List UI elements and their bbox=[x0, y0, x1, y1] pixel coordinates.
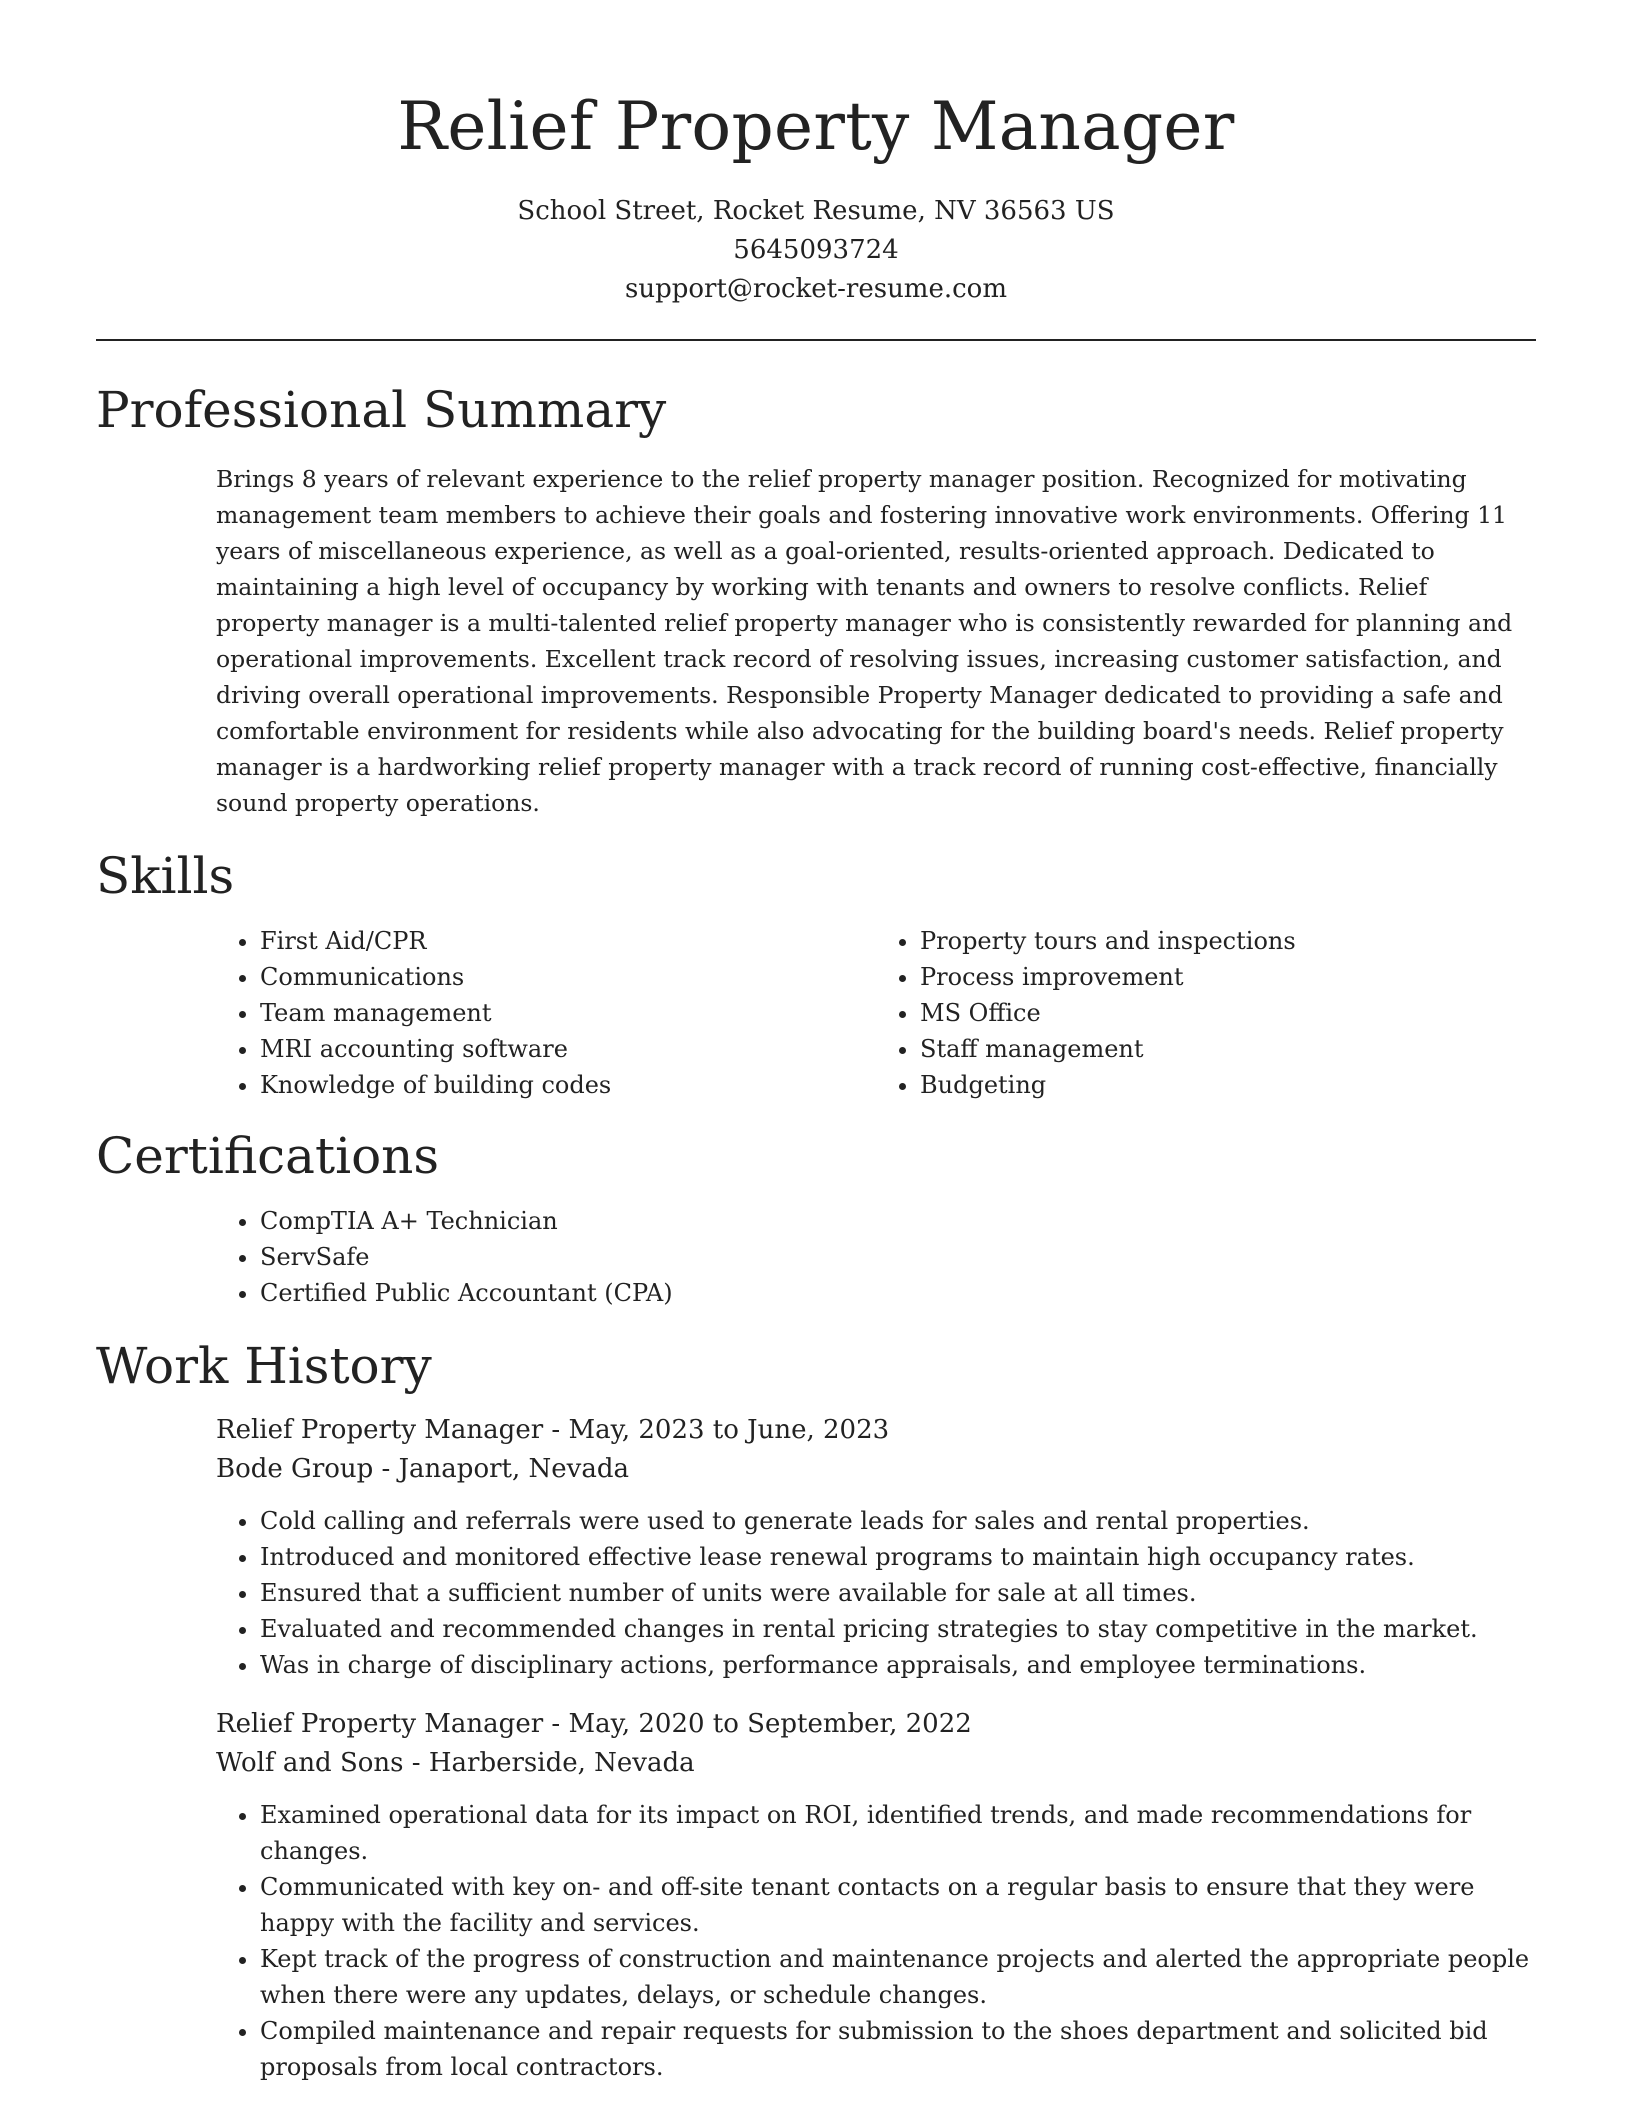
duty-item: • Communicated with key on- and off-site tenant contacts on a regular basis to ensure that they were happy with the facility and services. bbox=[260, 1869, 1536, 1941]
work-history-heading: Work History bbox=[96, 1337, 432, 1395]
job-location: Janaport, Nevada bbox=[398, 1454, 629, 1484]
skill-item: • Property tours and inspections bbox=[920, 923, 1536, 959]
skills-column-left bbox=[216, 923, 876, 1103]
job-duties-list bbox=[216, 1503, 1536, 1683]
duty-item: • Introduced and monitored effective lease renewal programs to maintain high occupancy rates. bbox=[260, 1539, 1536, 1575]
address-text: School Street, Rocket Resume, NV 36563 US bbox=[517, 196, 1115, 226]
summary-heading: Professional Summary bbox=[96, 381, 667, 439]
job-title-line bbox=[216, 1411, 1536, 1450]
certifications-list bbox=[216, 1203, 1536, 1311]
job-duties-list bbox=[216, 1797, 1536, 2085]
job-entry bbox=[216, 1411, 1536, 1683]
certification-item: • ServSafe bbox=[260, 1239, 1536, 1275]
job-title: Relief Property Manager bbox=[216, 1415, 544, 1445]
separator: - bbox=[373, 1454, 399, 1484]
skills-list bbox=[216, 923, 1536, 1103]
skill-item: • Team management bbox=[260, 995, 876, 1031]
skills-heading: Skills bbox=[96, 847, 235, 905]
skill-item: • Budgeting bbox=[920, 1067, 1536, 1103]
job-entry bbox=[216, 1705, 1536, 2085]
separator: - bbox=[543, 1709, 569, 1739]
duty-item: • Examined operational data for its impact on ROI, identified trends, and made recommendations for changes. bbox=[260, 1797, 1536, 1869]
duty-item: • Compiled maintenance and repair requests for submission to the shoes department and solicited bid proposals from local contractors. bbox=[260, 2013, 1536, 2085]
certification-item: • Certified Public Accountant (CPA) bbox=[260, 1275, 1536, 1311]
company-name: Bode Group bbox=[216, 1454, 374, 1484]
certification-item: • CompTIA A+ Technician bbox=[260, 1203, 1536, 1239]
duty-item: • Cold calling and referrals were used to generate leads for sales and rental properties. bbox=[260, 1503, 1536, 1539]
skill-item: • Process improvement bbox=[920, 959, 1536, 995]
summary-text: Brings 8 years of relevant experience to the relief property manager position. Recognized for motivating management team members to achieve their goals and fostering innovative work environments. Offering 11 years of miscellaneous experience, as well as a goal-oriented, results-oriented approach. Dedicated to maintaining a high level of occupancy by working with tenants and owners to resolve conflicts. Relief property manager is a multi-talented relief property manager who is consistently rewarded for planning and operational improvements. Excellent track record of resolving issues, increasing customer satisfaction, and driving overall operational improvements. Responsible Property Manager dedicated to providing a safe and comfortable environment for residents while also advocating for the building board's needs. Relief property manager is a hardworking relief property manager with a track record of running cost-effective, financially sound property operations. bbox=[216, 465, 1513, 817]
job-title-line bbox=[216, 1705, 1536, 1744]
separator: - bbox=[403, 1748, 429, 1778]
skills-column-right bbox=[876, 923, 1536, 1103]
job-dates: May, 2023 to June, 2023 bbox=[568, 1415, 890, 1445]
job-company-line bbox=[216, 1744, 1536, 1783]
skill-item: • Knowledge of building codes bbox=[260, 1067, 876, 1103]
candidate-name: Relief Property Manager bbox=[397, 88, 1235, 165]
separator: - bbox=[543, 1415, 569, 1445]
skill-item: • Staff management bbox=[920, 1031, 1536, 1067]
email-text: support@rocket-resume.com bbox=[624, 274, 1007, 304]
duty-item: • Ensured that a sufficient number of units were available for sale at all times. bbox=[260, 1575, 1536, 1611]
job-title: Relief Property Manager bbox=[216, 1709, 544, 1739]
skill-item: • First Aid/CPR bbox=[260, 923, 876, 959]
certifications-heading: Certifications bbox=[96, 1127, 440, 1185]
contact-info bbox=[96, 192, 1536, 309]
duty-item: • Evaluated and recommended changes in rental pricing strategies to stay competitive in the market. bbox=[260, 1611, 1536, 1647]
duty-item: • Was in charge of disciplinary actions, performance appraisals, and employee terminations. bbox=[260, 1647, 1536, 1683]
skill-item: • MS Office bbox=[920, 995, 1536, 1031]
resume-header bbox=[96, 0, 1536, 309]
skill-item: • MRI accounting software bbox=[260, 1031, 876, 1067]
company-name: Wolf and Sons bbox=[216, 1748, 404, 1778]
job-location: Harberside, Nevada bbox=[428, 1748, 695, 1778]
job-company-line bbox=[216, 1450, 1536, 1489]
header-divider bbox=[96, 339, 1536, 341]
job-dates: May, 2020 to September, 2022 bbox=[568, 1709, 972, 1739]
duty-item: • Kept track of the progress of construction and maintenance projects and alerted the appropriate people when there were any updates, delays, or schedule changes. bbox=[260, 1941, 1536, 2013]
skill-item: • Communications bbox=[260, 959, 876, 995]
phone-text: 5645093724 bbox=[733, 235, 899, 265]
